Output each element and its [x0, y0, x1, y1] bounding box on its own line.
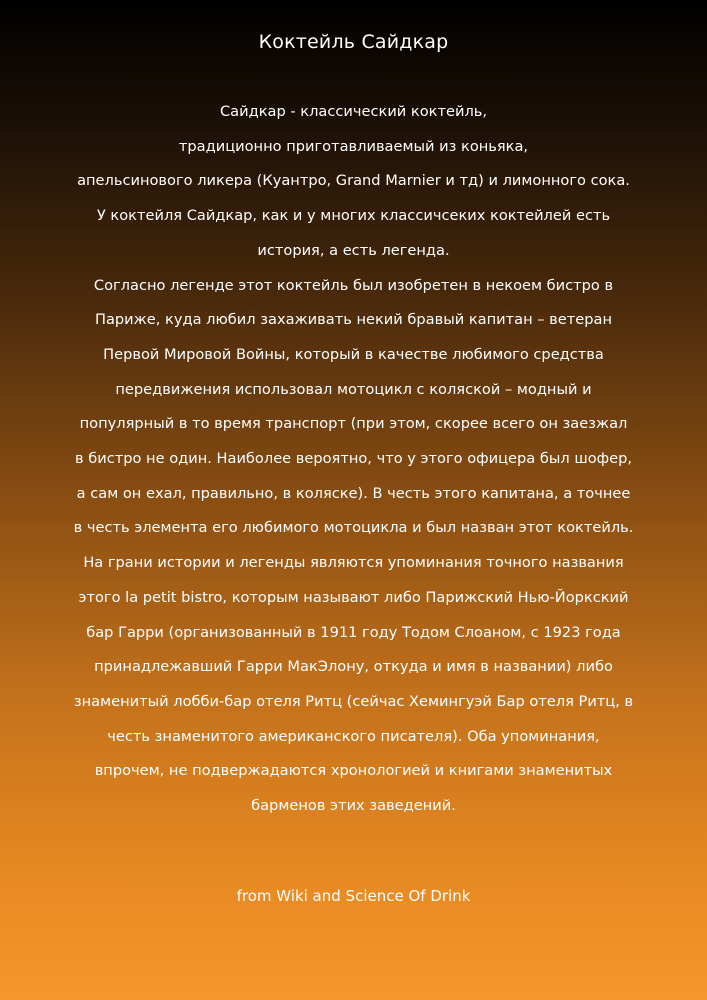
text-line: барменов этих заведений.	[251, 797, 456, 815]
text-line: На грани истории и легенды являются упоминания точного названия	[83, 554, 624, 572]
text-line: в бистро не один. Наиболее вероятно, что у этого офицера был шофер,	[74, 450, 633, 468]
text-line: а сам он ехал, правильно, в коляске). В честь этого капитана, а точнее	[76, 484, 631, 502]
text-line: традиционно приготавливаемый из коньяка,	[178, 137, 529, 155]
text-line: апельсинового ликера (Куантро, Grand Marnier и тд) и лимонного сока.	[77, 172, 630, 190]
page-title: Коктейль Сайдкар	[258, 31, 449, 53]
text-line: Сайдкар - классический коктейль,	[219, 103, 488, 120]
text-line: принадлежавший Гарри МакЭлону, откуда и имя в названии) либо	[94, 658, 613, 676]
text-line: этого la petit bistro, которым называют либо Парижский Нью-Йоркский	[78, 588, 629, 606]
source-credit: from Wiki and Science Of Drink	[236, 887, 471, 905]
text-line: история, а есть легенда.	[257, 241, 450, 259]
text-line: Париже, куда любил захаживать некий бравый капитан – ветеран	[94, 311, 612, 329]
text-line: Первой Мировой Войны, который в качестве любимого средства	[103, 345, 604, 363]
text-line: впрочем, не подвержадаются хронологией и книгами знаменитых	[94, 762, 613, 780]
text-line: популярный в то время транспорт (при этом, скорее всего он заезжал	[79, 415, 628, 433]
text-line: передвижения использовал мотоцикл с коляской – модный и	[115, 380, 592, 398]
text-line: Согласно легенде этот коктейль был изобретен в некоем бистро в	[93, 276, 614, 294]
text-line: У коктейля Сайдкар, как и у многих классичсеких коктейлей есть	[96, 207, 611, 225]
text-line: бар Гарри (организованный в 1911 году Тодом Слоаном, с 1923 года	[86, 623, 621, 641]
text-line: знаменитый лобби-бар отеля Ритц (сейчас Хемингуэй Бар отеля Ритц, в	[73, 692, 634, 710]
article-body	[20, 95, 687, 824]
text-line: честь знаменитого американского писателя). Оба упоминания,	[107, 727, 600, 745]
text-line: в честь элемента его любимого мотоцикла и был назван этот коктейль.	[73, 519, 634, 537]
